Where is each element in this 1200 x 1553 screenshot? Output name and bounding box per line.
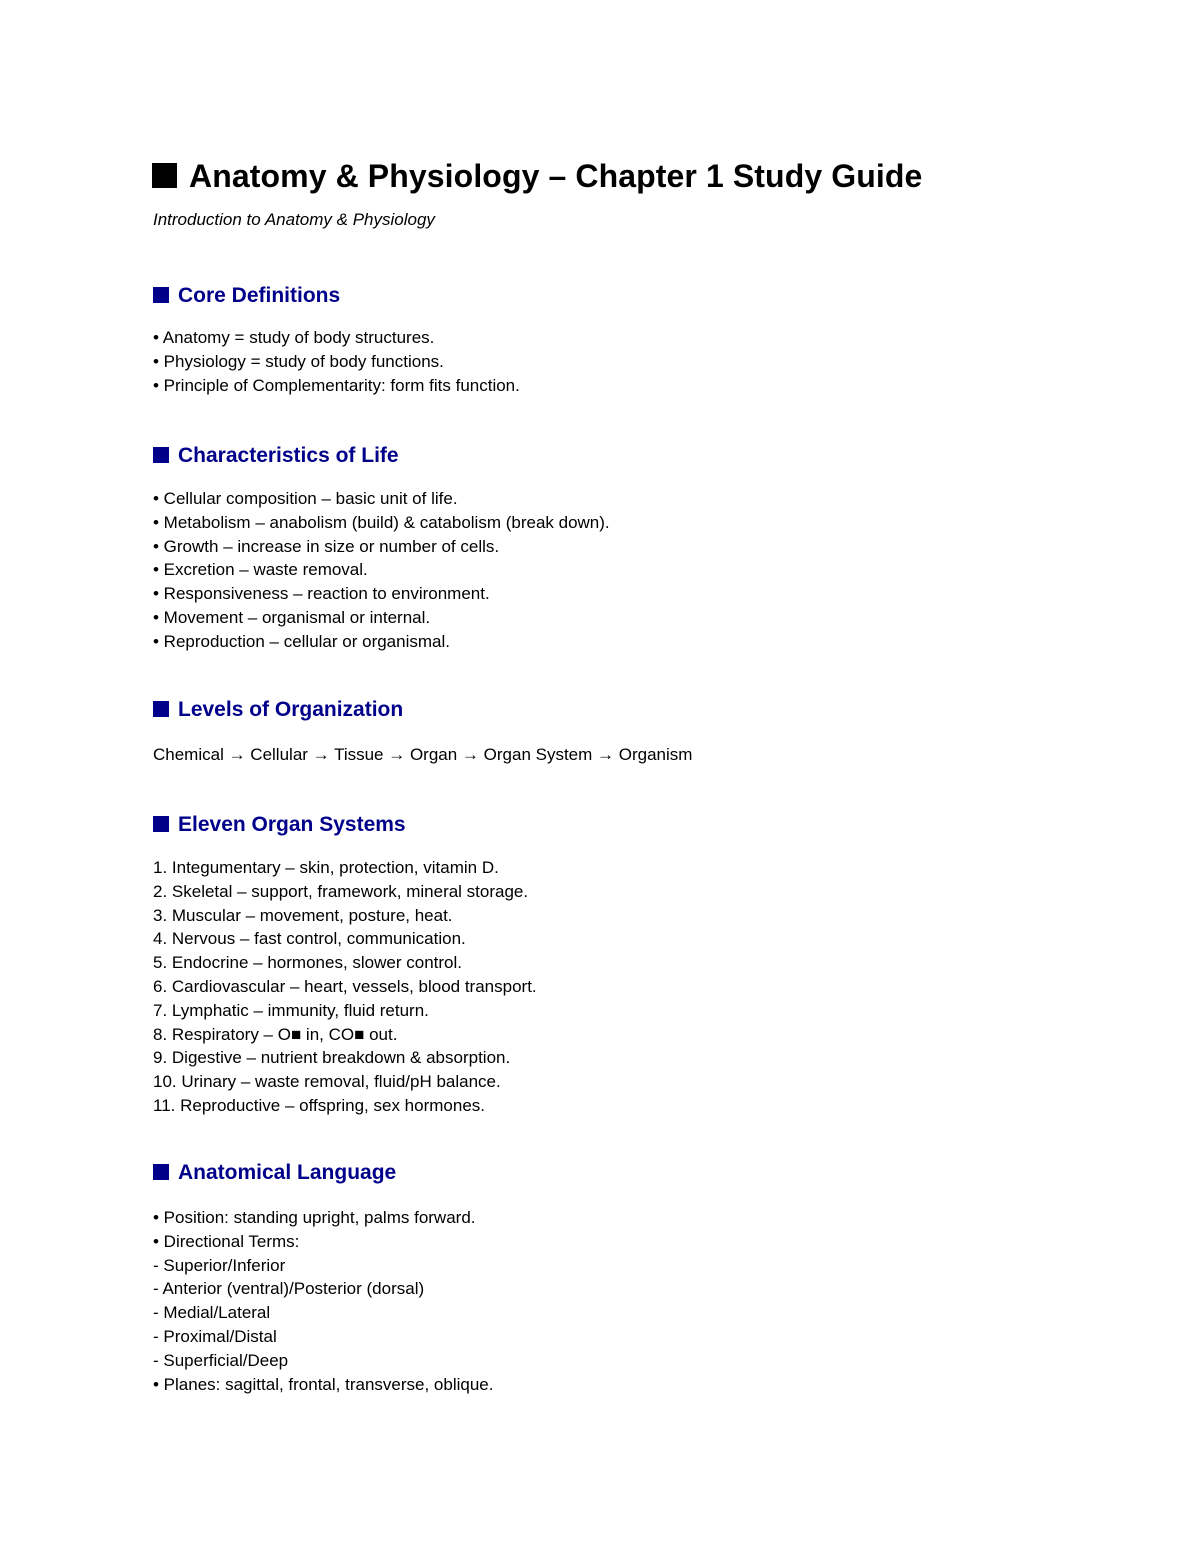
section-heading-text: Levels of Organization [178, 698, 404, 721]
list-item: • Directional Terms: [153, 1231, 300, 1251]
list-item: 11. Reproductive – offspring, sex hormones. [153, 1095, 485, 1115]
list-item: 6. Cardiovascular – heart, vessels, blood transport. [153, 976, 537, 996]
list-item: - Anterior (ventral)/Posterior (dorsal) [153, 1279, 425, 1299]
list-item: • Physiology = study of body functions. [153, 351, 444, 371]
document-title-text: Anatomy & Physiology – Chapter 1 Study Guide [189, 158, 923, 194]
section-heading-text: Eleven Organ Systems [178, 813, 406, 836]
list-item: • Growth – increase in size or number of cells. [153, 536, 500, 556]
list-item: - Superficial/Deep [153, 1350, 289, 1370]
list-item: • Planes: sagittal, frontal, transverse, oblique. [153, 1374, 494, 1394]
square-bullet-icon [153, 447, 169, 463]
section-heading-text: Core Definitions [178, 284, 341, 307]
list-item: • Excretion – waste removal. [153, 560, 368, 580]
square-bullet-icon [152, 163, 177, 188]
list-item: - Medial/Lateral [153, 1303, 271, 1323]
list-item: 10. Urinary – waste removal, fluid/pH balance. [153, 1072, 501, 1092]
section-heading-eleven-organ-systems [153, 811, 406, 839]
list-item: • Responsiveness – reaction to environment. [153, 584, 490, 604]
document-title [152, 155, 922, 197]
characteristics-of-life-list [153, 487, 610, 654]
list-item: • Movement – organismal or internal. [153, 607, 431, 627]
list-item: • Position: standing upright, palms forward. [153, 1208, 476, 1227]
list-item: • Anatomy = study of body structures. [153, 328, 435, 347]
list-item: • Metabolism – anabolism (build) & catabolism (break down). [153, 512, 610, 532]
list-item: - Proximal/Distal [153, 1326, 277, 1346]
section-heading-levels-of-organization [153, 696, 403, 724]
list-item: 8. Respiratory – O■ in, CO■ out. [153, 1024, 398, 1044]
core-definitions-list [153, 326, 520, 397]
section-heading-text: Characteristics of Life [178, 444, 399, 467]
section-heading-text: Anatomical Language [178, 1161, 397, 1184]
square-bullet-icon [153, 1164, 169, 1180]
section-heading-characteristics-of-life [153, 442, 399, 470]
list-item: - Superior/Inferior [153, 1255, 286, 1275]
list-item: 2. Skeletal – support, framework, mineral storage. [153, 881, 529, 901]
organ-systems-list [153, 856, 537, 1118]
anatomical-language-list [153, 1206, 493, 1396]
square-bullet-icon [153, 701, 169, 717]
list-item: 5. Endocrine – hormones, slower control. [153, 953, 462, 973]
list-item: • Cellular composition – basic unit of life. [153, 489, 458, 508]
section-heading-anatomical-language [153, 1159, 396, 1187]
square-bullet-icon [153, 816, 169, 832]
document-subtitle: Introduction to Anatomy & Physiology [153, 210, 435, 229]
list-item: 7. Lymphatic – immunity, fluid return. [153, 1000, 429, 1020]
organization-levels-flow: Chemical → Cellular → Tissue → Organ → Organ System → Organism [153, 745, 693, 764]
list-item: 1. Integumentary – skin, protection, vitamin D. [153, 858, 499, 877]
list-item: 3. Muscular – movement, posture, heat. [153, 905, 453, 925]
list-item: 4. Nervous – fast control, communication. [153, 929, 466, 949]
square-bullet-icon [153, 287, 169, 303]
list-item: 9. Digestive – nutrient breakdown & absorption. [153, 1048, 511, 1068]
list-item: • Reproduction – cellular or organismal. [153, 631, 450, 651]
section-heading-core-definitions [153, 282, 340, 310]
list-item: • Principle of Complementarity: form fits function. [153, 375, 520, 395]
